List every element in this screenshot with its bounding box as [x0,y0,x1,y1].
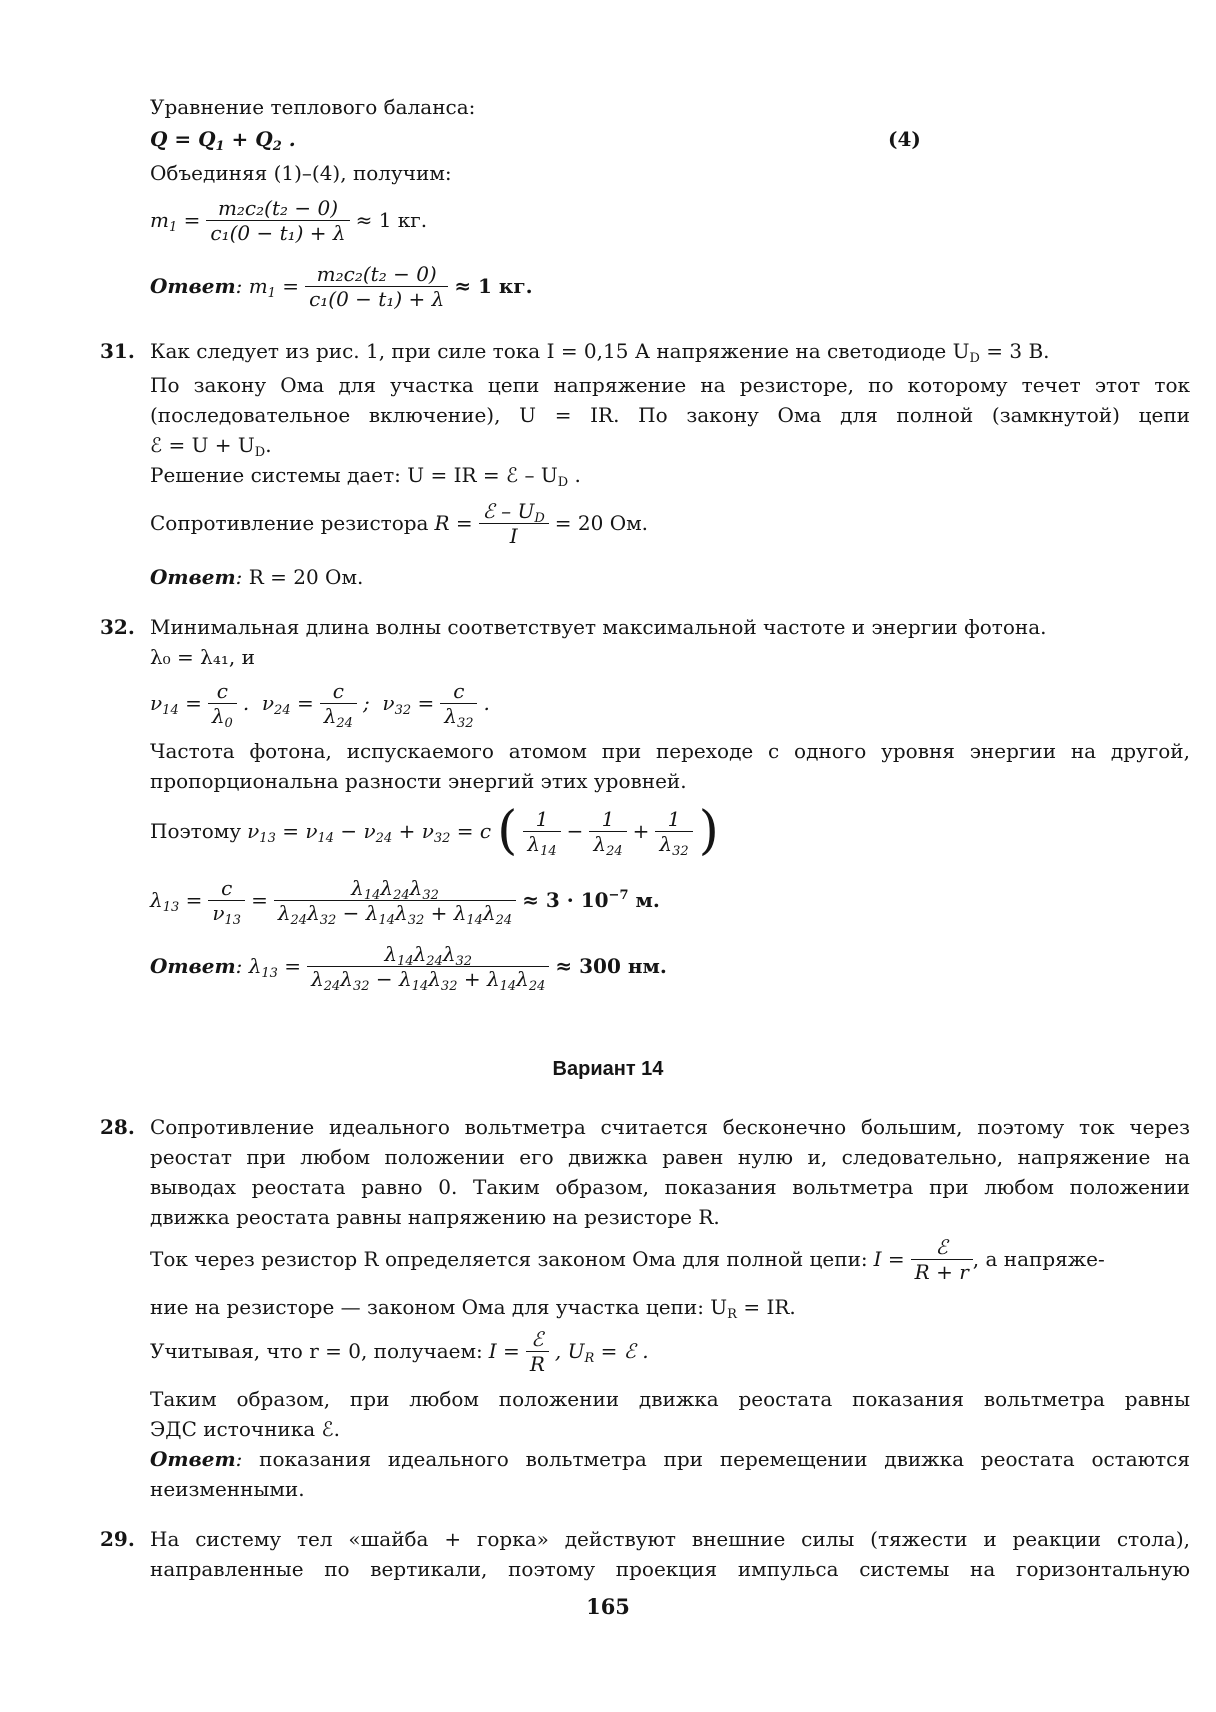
zero-r-formula-line: Учитывая, что r = 0, получаем: I = $\frac{\text{ℰ}}{R}$ , $U_R$ = ℰ . [150,1326,649,1376]
problem-31-line-5: Решение системы дает: U = IR = ℰ – $U_D$ . [150,463,581,490]
combine-label: Объединяя (1)–(4), получим: [150,161,452,185]
m1-denominator: c₁(0 − t₁) + λ [206,220,349,245]
m1-answer-result: ≈ 1 кг. [454,274,533,298]
problem-28-line-2: реостат при любом положении его движка равен нулю и, следовательно, напряжение на [150,1145,1190,1169]
lambda13-answer-result: ≈ 300 нм. [555,954,667,978]
problem-32-line-3: Частота фотона, испускаемого атомом при переходе с одного уровня энергии на другой, [150,739,1190,763]
variant-heading: Вариант 14 [552,1058,664,1080]
answer-label: Ответ [150,274,236,298]
problem-31-number: 31. [100,339,135,363]
resistance-formula: Сопротивление резистора R = $\frac{ℰ - U_D}{I}$ = 20 Ом. [150,498,649,548]
therefore-label: Поэтому [150,819,242,843]
page-number: 165 [586,1594,630,1619]
m1-numerator: m₂c₂(t₂ − 0) [217,195,339,220]
problem-28-line-6: ние на резисторе — законом Ома для участка цепи: $U_R$ = IR. [150,1295,796,1322]
problem-31-line-3: (последовательное включение), U = IR. По закону Ома для полной (замкнутой) цепи [150,403,1190,427]
lambda13-answer: Ответ: $\lambda_{13}$ = $\frac{\lambda_{14}\lambda_{24}\lambda_{32}}{\lambda_{24}\lambda_{32} - \lambda_{14}\lambda_{32} + \lambda_{14}\lambda_{24}}$ ≈ 300 нм. [150,941,667,994]
problem-28-line-1: Сопротивление идеального вольтметра считается бесконечно большим, поэтому ток через [150,1115,1190,1139]
problem-31-line-2: По закону Ома для участка цепи напряжение на резисторе, по которому течет этот ток [150,373,1190,397]
nu13-formula: Поэтому $\nu_{13} = \nu_{14} - \nu_{24} + \nu_{32} = c$ ( $\frac{1}{\lambda_{14}}$ − $\frac{1}{\lambda_{24}}$ + $\frac{1}{\lambda_{32}}$ ) [150,801,719,861]
resistance-numerator: ℰ – U [482,498,535,523]
problem-28-answer: Ответ: показания идеального вольтметра при перемещении движка реостата остаются [150,1447,1190,1471]
problem-28-number: 28. [100,1115,135,1139]
current-formula-line: Ток через резистор R определяется законом Ома для полной цепи: I = $\frac{\text{ℰ}}{R + r}$ , а напряже- [150,1234,1105,1284]
resistance-result: = 20 Ом. [554,511,649,535]
problem-28-line-3: выводах реостата равно 0. Таким образом, показания вольтметра при любом положении [150,1175,1190,1199]
problem-31-line-1: Как следует из рис. 1, при силе тока I = 0,15 А напряжение на светодиоде $U_D = 3$ В. [150,339,1050,366]
m1-answer-denominator: c₁(0 − t₁) + λ [305,286,448,311]
problem-29-number: 29. [100,1527,135,1551]
problem-28-answer-end: неизменными. [150,1477,305,1501]
problem-29-line-1: На систему тел «шайба + горка» действуют внешние силы (тяжести и реакции стола), [150,1527,1190,1551]
frequency-formulas: $\nu_{14}$ = $\frac{c}{\lambda_0}$ . $\nu_{24}$ = $\frac{c}{\lambda_{24}}$ ; $\nu_{32}$ = $\frac{c}{\lambda_{32}}$ . [150,678,490,731]
problem-32-line-2: λ₀ = λ₄₁, и [150,645,255,669]
m1-formula: $m_1$ = $\frac{\text{m₂c₂(t₂ − 0)}}{\text{c₁(0 − t₁) + λ}}$ ≈ 1 кг. [150,195,428,245]
heat-balance-equation: $Q = Q_1 + Q_2$ . [150,127,296,154]
problem-29-line-2: направленные по вертикали, поэтому проекция импульса системы на горизонтальную [150,1557,1190,1581]
lambda13-formula: $\lambda_{13}$ = $\frac{c}{\nu_{13}}$ = $\frac{\lambda_{14}\lambda_{24}\lambda_{32}}{\lambda_{24}\lambda_{32} - \lambda_{14}\lambda_{32} + \lambda_{14}\lambda_{24}}$ ≈ $3 \cdot 10^{-7}$ м. [150,875,660,928]
problem-28-line-8: Таким образом, при любом положении движка реостата показания вольтметра равны [150,1387,1190,1411]
lambda13-result: ≈ 3 · 10 [522,888,609,912]
problem-28-line-4: движка реостата равны напряжению на резисторе R. [150,1205,720,1229]
problem-32-number: 32. [100,615,135,639]
problem-32-line-1: Минимальная длина волны соответствует максимальной частоте и энергии фотона. [150,615,1047,639]
m1-answer: Ответ: $m_1$ = $\frac{\text{m₂c₂(t₂ − 0)}}{\text{c₁(0 − t₁) + λ}}$ ≈ 1 кг. [150,261,533,311]
problem-32-line-4: пропорциональна разности энергий этих уровней. [150,769,687,793]
problem-31-line-4: ℰ = $U + U_D$. [150,433,272,460]
heat-balance-label: Уравнение теплового баланса: [150,95,476,119]
resistance-label: Сопротивление резистора [150,511,429,535]
problem-31-answer: Ответ: R = 20 Ом. [150,565,364,589]
equation-number: (4) [888,127,921,151]
m1-result: ≈ 1 кг. [355,208,428,232]
problem-28-line-9: ЭДС источника ℰ. [150,1417,340,1441]
resistance-denominator: I [479,523,549,548]
m1-answer-numerator: m₂c₂(t₂ − 0) [316,261,437,286]
